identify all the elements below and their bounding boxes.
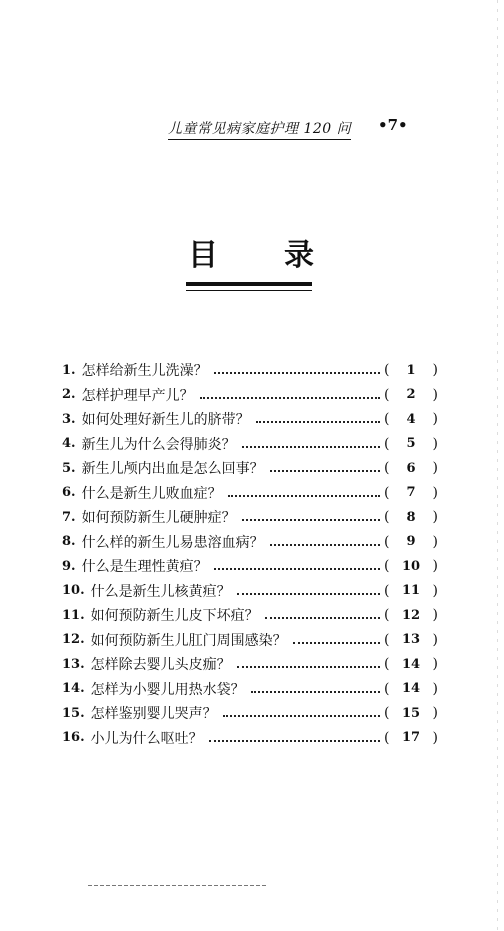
- dot-leader: [228, 481, 380, 497]
- toc-entry-title: 如何预防新生儿硬肿症？: [81, 510, 236, 527]
- dot-leader: [200, 383, 380, 399]
- toc-entry: [62, 652, 438, 677]
- toc-entry-title: 怎样除去婴儿头皮痂？: [90, 657, 231, 674]
- toc-entry: [62, 726, 438, 751]
- toc-entry-number: 13.: [62, 656, 85, 672]
- toc-entry-page-number: 5: [406, 436, 416, 452]
- toc-entry: [62, 383, 438, 408]
- toc-entry-page-number: 1: [406, 362, 416, 378]
- toc-entry-number: 2.: [62, 387, 76, 403]
- toc-entry-page: [384, 656, 438, 672]
- dot-leader: [237, 652, 380, 668]
- paren-open: (: [384, 607, 390, 624]
- toc-entry-number: 12.: [62, 632, 85, 648]
- dot-leader: [223, 701, 380, 717]
- paren-close: ): [432, 607, 438, 624]
- toc-entry-number: 10.: [62, 583, 85, 599]
- paren-open: (: [384, 362, 390, 379]
- paren-open: (: [384, 729, 390, 746]
- paren-close: ): [432, 656, 438, 673]
- toc-entry-page: [384, 558, 438, 574]
- paren-open: (: [384, 411, 390, 428]
- paren-close: ): [432, 558, 438, 575]
- toc-entry: [62, 432, 438, 457]
- footer-line: [88, 885, 268, 886]
- toc-entry-page: [384, 705, 438, 721]
- toc-entry-page-number: 7: [406, 485, 416, 501]
- toc-entry: [62, 603, 438, 628]
- paren-close: ): [432, 533, 438, 550]
- paren-close: ): [432, 460, 438, 477]
- dot-leader: [242, 432, 380, 448]
- toc-entry: [62, 701, 438, 726]
- paren-open: (: [384, 509, 390, 526]
- toc-entry-number: 9.: [62, 558, 76, 574]
- toc-entry-title: 新生儿为什么会得肺炎？: [81, 436, 236, 453]
- paren-open: (: [384, 386, 390, 403]
- page-edge-scan-line: [497, 0, 498, 931]
- toc-entry-title: 什么是生理性黄疸？: [81, 559, 208, 576]
- paren-close: ): [432, 729, 438, 746]
- toc-entry-page-number: 12: [401, 607, 421, 623]
- paren-open: (: [384, 460, 390, 477]
- toc-entry-page-number: 15: [401, 705, 421, 721]
- dot-leader: [242, 505, 380, 521]
- paren-open: (: [384, 680, 390, 697]
- dot-leader: [237, 579, 380, 595]
- dot-leader: [293, 628, 380, 644]
- toc-entry-number: 5.: [62, 460, 76, 476]
- toc-entry: [62, 579, 438, 604]
- paren-open: (: [384, 631, 390, 648]
- toc-entry: [62, 456, 438, 481]
- toc-title: [188, 230, 314, 274]
- toc-entry-page-number: 4: [406, 411, 416, 427]
- toc-entry-title: 什么是新生儿败血症？: [81, 485, 222, 502]
- toc-entry-number: 16.: [62, 730, 85, 746]
- toc-entry: [62, 530, 438, 555]
- toc-entry-page: [384, 583, 438, 599]
- paren-open: (: [384, 705, 390, 722]
- paren-close: ): [432, 411, 438, 428]
- toc-entry-number: 1.: [62, 362, 76, 378]
- paren-open: (: [384, 558, 390, 575]
- page-number: •7•: [378, 116, 408, 134]
- toc-entry-page: [384, 681, 438, 697]
- toc-entry-number: 6.: [62, 485, 76, 501]
- paren-close: ): [432, 631, 438, 648]
- paren-open: (: [384, 435, 390, 452]
- paren-close: ): [432, 362, 438, 379]
- toc-entry-title: 新生儿颅内出血是怎么回事？: [81, 461, 264, 478]
- toc-entry-page-number: 6: [406, 460, 416, 476]
- dot-leader: [270, 530, 380, 546]
- paren-open: (: [384, 484, 390, 501]
- toc-entry: [62, 481, 438, 506]
- toc-entry: [62, 505, 438, 530]
- toc-entry-page-number: 14: [401, 656, 421, 672]
- toc-entry-number: 3.: [62, 411, 76, 427]
- toc-title-char-1: 目: [188, 238, 218, 273]
- dot-leader: [209, 726, 380, 742]
- toc-entry-page: [384, 362, 438, 378]
- toc-entry-title: 什么样的新生儿易患溶血病？: [81, 534, 264, 551]
- toc-entry-title: 怎样为小婴儿用热水袋？: [90, 681, 245, 698]
- paren-close: ): [432, 680, 438, 697]
- toc-entry-page-number: 11: [401, 583, 421, 599]
- toc-entry-title: 怎样护理早产儿？: [81, 387, 194, 404]
- toc-entry-title: 如何预防新生儿皮下坏疽？: [90, 608, 259, 625]
- toc-entry-page: [384, 387, 438, 403]
- dot-leader: [265, 603, 380, 619]
- toc-entry-page: [384, 730, 438, 746]
- toc-entry-title: 如何预防新生儿肛门周围感染？: [90, 632, 287, 649]
- dot-leader: [256, 407, 380, 423]
- toc-entry: [62, 554, 438, 579]
- dot-leader: [214, 554, 380, 570]
- toc-entry-page-number: 17: [401, 730, 421, 746]
- paren-close: ): [432, 484, 438, 501]
- toc-entry-number: 8.: [62, 534, 76, 550]
- toc-entry-number: 15.: [62, 705, 85, 721]
- toc-entry-number: 4.: [62, 436, 76, 452]
- dot-leader: [251, 677, 380, 693]
- paren-close: ): [432, 435, 438, 452]
- toc-entry-page-number: 10: [401, 558, 421, 574]
- toc-entry: [62, 628, 438, 653]
- toc-entry-page: [384, 509, 438, 525]
- toc-entry-page: [384, 460, 438, 476]
- toc-entry-number: 14.: [62, 681, 85, 697]
- toc-entry: [62, 407, 438, 432]
- toc-entry-page-number: 9: [406, 534, 416, 550]
- dot-leader: [270, 456, 380, 472]
- title-rule-thick: [186, 282, 312, 286]
- toc-entry-title: 什么是新生儿核黄疸？: [90, 583, 231, 600]
- toc-entry-page: [384, 607, 438, 623]
- toc-entry-title: 怎样给新生儿洗澡？: [81, 363, 208, 380]
- toc-entry-page: [384, 632, 438, 648]
- toc-entry-page-number: 14: [401, 681, 421, 697]
- toc-entry: [62, 677, 438, 702]
- toc-entry-page-number: 2: [406, 387, 416, 403]
- toc-entry-title: 怎样鉴别婴儿哭声？: [90, 706, 217, 723]
- toc-entry-title: 小儿为什么呕吐？: [90, 730, 203, 747]
- paren-close: ): [432, 582, 438, 599]
- toc-entry-title: 如何处理好新生儿的脐带？: [81, 412, 250, 429]
- paren-close: ): [432, 705, 438, 722]
- toc-entry-page: [384, 485, 438, 501]
- paren-open: (: [384, 656, 390, 673]
- dot-leader: [214, 358, 380, 374]
- toc-entry: [62, 358, 438, 383]
- toc-entry-number: 11.: [62, 607, 85, 623]
- toc-title-char-2: 录: [284, 238, 314, 273]
- running-head-title: 儿童常见病家庭护理 120 问: [168, 118, 351, 140]
- toc-entry-page: [384, 411, 438, 427]
- toc-entry-page: [384, 534, 438, 550]
- toc-entry-page-number: 13: [401, 632, 421, 648]
- toc-list: [62, 358, 438, 750]
- toc-entry-number: 7.: [62, 509, 76, 525]
- paren-close: ): [432, 386, 438, 403]
- paren-open: (: [384, 533, 390, 550]
- toc-entry-page-number: 8: [406, 509, 416, 525]
- running-head: [168, 118, 351, 140]
- paren-open: (: [384, 582, 390, 599]
- paren-close: ): [432, 509, 438, 526]
- toc-entry-page: [384, 436, 438, 452]
- title-rule-thin: [186, 290, 312, 291]
